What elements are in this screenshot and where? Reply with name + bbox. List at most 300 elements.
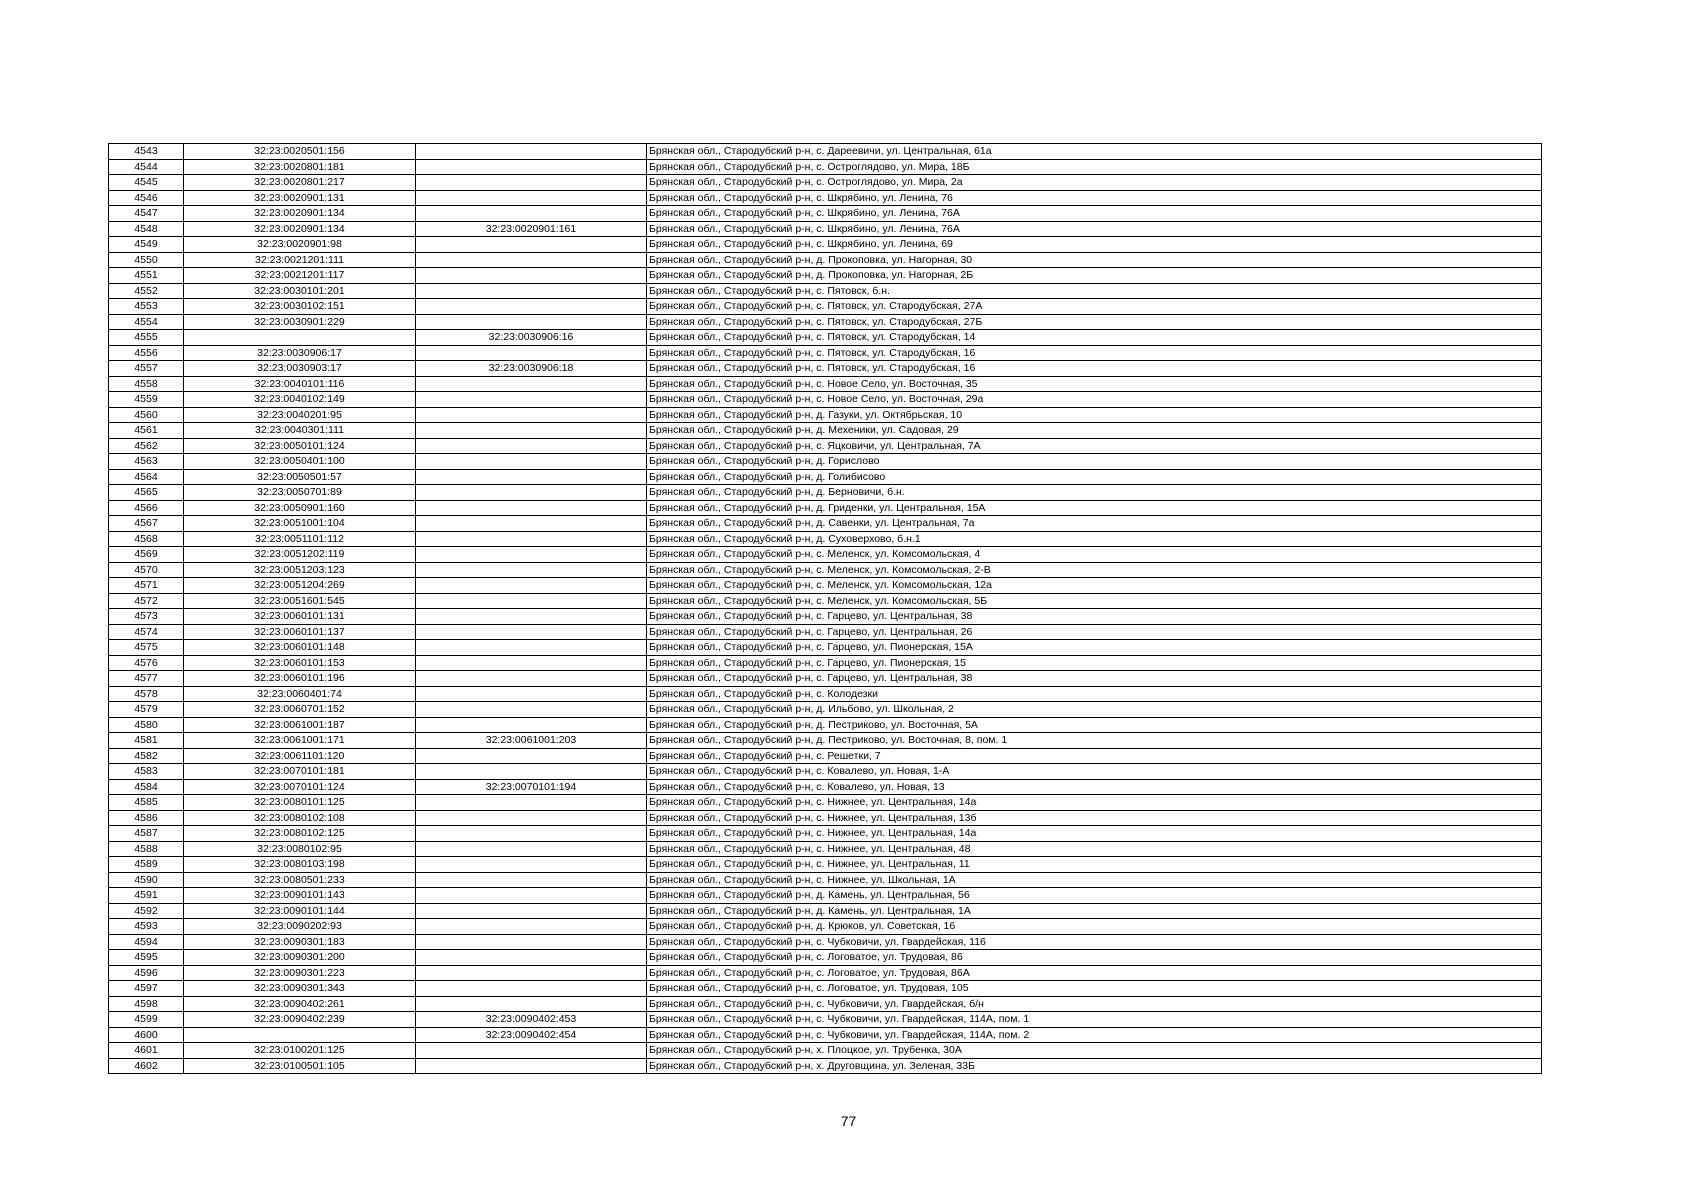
- address-cell: Брянская обл., Стародубский р-н, д. Гриденки, ул. Центральная, 15А: [647, 500, 1542, 516]
- address-cell: Брянская обл., Стародубский р-н, д. Прокоповка, ул. Нагорная, 30: [647, 252, 1542, 268]
- table-row: [109, 159, 1542, 175]
- related-number-cell: [416, 655, 647, 671]
- cadastral-number-cell: 32:23:0080101:125: [184, 795, 416, 811]
- address-cell: Брянская обл., Стародубский р-н, с. Колодезки: [647, 686, 1542, 702]
- address-cell: Брянская обл., Стародубский р-н, д. Пестриково, ул. Восточная, 5А: [647, 717, 1542, 733]
- cadastral-number-cell: 32:23:0070101:124: [184, 779, 416, 795]
- row-number-cell: 4558: [109, 376, 184, 392]
- table-row: [109, 345, 1542, 361]
- row-number-cell: 4554: [109, 314, 184, 330]
- related-number-cell: [416, 1043, 647, 1059]
- row-number-cell: 4600: [109, 1027, 184, 1043]
- table-row: [109, 609, 1542, 625]
- cadastral-number-cell: 32:23:0100201:125: [184, 1043, 416, 1059]
- related-number-cell: 32:23:0090402:454: [416, 1027, 647, 1043]
- related-number-cell: [416, 283, 647, 299]
- table-row: [109, 996, 1542, 1012]
- cadastral-number-cell: 32:23:0090301:183: [184, 934, 416, 950]
- related-number-cell: [416, 485, 647, 501]
- table-row: [109, 919, 1542, 935]
- table-row: [109, 423, 1542, 439]
- cadastral-number-cell: 32:23:0040301:111: [184, 423, 416, 439]
- related-number-cell: 32:23:0090402:453: [416, 1012, 647, 1028]
- row-number-cell: 4563: [109, 454, 184, 470]
- address-cell: Брянская обл., Стародубский р-н, с. Нижнее, ул. Центральная, 48: [647, 841, 1542, 857]
- cadastral-number-cell: 32:23:0020801:217: [184, 175, 416, 191]
- row-number-cell: 4593: [109, 919, 184, 935]
- row-number-cell: 4569: [109, 547, 184, 563]
- cadastral-number-cell: 32:23:0100501:105: [184, 1058, 416, 1074]
- table-row: [109, 283, 1542, 299]
- related-number-cell: [416, 841, 647, 857]
- cadastral-number-cell: 32:23:0080102:95: [184, 841, 416, 857]
- row-number-cell: 4566: [109, 500, 184, 516]
- row-number-cell: 4594: [109, 934, 184, 950]
- cadastral-number-cell: 32:23:0020901:134: [184, 206, 416, 222]
- table-row: [109, 299, 1542, 315]
- cadastral-number-cell: 32:23:0051203:123: [184, 562, 416, 578]
- related-number-cell: [416, 376, 647, 392]
- cadastral-number-cell: 32:23:0051601:545: [184, 593, 416, 609]
- row-number-cell: 4553: [109, 299, 184, 315]
- related-number-cell: [416, 872, 647, 888]
- cadastral-number-cell: 32:23:0020901:134: [184, 221, 416, 237]
- address-cell: Брянская обл., Стародубский р-н, с. Шкрябино, ул. Ленина, 76А: [647, 206, 1542, 222]
- table-row: [109, 190, 1542, 206]
- row-number-cell: 4573: [109, 609, 184, 625]
- cadastral-number-cell: 32:23:0030903:17: [184, 361, 416, 377]
- related-number-cell: [416, 314, 647, 330]
- related-number-cell: [416, 438, 647, 454]
- table-row: [109, 872, 1542, 888]
- address-cell: Брянская обл., Стародубский р-н, с. Ковалево, ул. Новая, 1-А: [647, 764, 1542, 780]
- row-number-cell: 4601: [109, 1043, 184, 1059]
- related-number-cell: [416, 717, 647, 733]
- table-row: [109, 810, 1542, 826]
- related-number-cell: [416, 299, 647, 315]
- address-cell: Брянская обл., Стародубский р-н, д. Берновичи, б.н.: [647, 485, 1542, 501]
- cadastral-number-cell: 32:23:0020901:131: [184, 190, 416, 206]
- row-number-cell: 4595: [109, 950, 184, 966]
- cadastral-number-cell: 32:23:0080501:233: [184, 872, 416, 888]
- table-row: [109, 516, 1542, 532]
- cadastral-number-cell: 32:23:0030102:151: [184, 299, 416, 315]
- related-number-cell: [416, 500, 647, 516]
- row-number-cell: 4565: [109, 485, 184, 501]
- related-number-cell: [416, 981, 647, 997]
- address-cell: Брянская обл., Стародубский р-н, с. Гарцево, ул. Пионерская, 15А: [647, 640, 1542, 656]
- address-cell: Брянская обл., Стародубский р-н, с. Меленск, ул. Комсомольская, 2-В: [647, 562, 1542, 578]
- cadastral-number-cell: 32:23:0030906:17: [184, 345, 416, 361]
- cadastral-number-cell: 32:23:0090301:343: [184, 981, 416, 997]
- related-number-cell: [416, 919, 647, 935]
- row-number-cell: 4556: [109, 345, 184, 361]
- cadastral-number-cell: 32:23:0021201:117: [184, 268, 416, 284]
- table-row: [109, 252, 1542, 268]
- cadastral-number-cell: 32:23:0061101:120: [184, 748, 416, 764]
- address-cell: Брянская обл., Стародубский р-н, д. Пестриково, ул. Восточная, 8, пом. 1: [647, 733, 1542, 749]
- related-number-cell: 32:23:0030906:16: [416, 330, 647, 346]
- row-number-cell: 4581: [109, 733, 184, 749]
- cadastral-number-cell: 32:23:0090202:93: [184, 919, 416, 935]
- related-number-cell: [416, 795, 647, 811]
- table-row: [109, 1058, 1542, 1074]
- row-number-cell: 4546: [109, 190, 184, 206]
- cadastral-number-cell: 32:23:0030901:229: [184, 314, 416, 330]
- table-row: [109, 330, 1542, 346]
- address-cell: Брянская обл., Стародубский р-н, с. Шкрябино, ул. Ленина, 76А: [647, 221, 1542, 237]
- row-number-cell: 4574: [109, 624, 184, 640]
- related-number-cell: 32:23:0030906:18: [416, 361, 647, 377]
- address-cell: Брянская обл., Стародубский р-н, с. Гарцево, ул. Центральная, 26: [647, 624, 1542, 640]
- address-cell: Брянская обл., Стародубский р-н, с. Пятовск, ул. Стародубская, 27А: [647, 299, 1542, 315]
- related-number-cell: [416, 392, 647, 408]
- row-number-cell: 4559: [109, 392, 184, 408]
- related-number-cell: [416, 175, 647, 191]
- related-number-cell: [416, 640, 647, 656]
- address-cell: Брянская обл., Стародубский р-н, с. Пятовск, ул. Стародубская, 27Б: [647, 314, 1542, 330]
- cadastral-number-cell: 32:23:0080103:198: [184, 857, 416, 873]
- related-number-cell: [416, 237, 647, 253]
- cadastral-number-cell: 32:23:0051001:104: [184, 516, 416, 532]
- row-number-cell: 4575: [109, 640, 184, 656]
- cadastral-number-cell: 32:23:0020901:98: [184, 237, 416, 253]
- cadastral-number-cell: 32:23:0080102:108: [184, 810, 416, 826]
- address-cell: Брянская обл., Стародубский р-н, х. Друговщина, ул. Зеленая, 33Б: [647, 1058, 1542, 1074]
- address-cell: Брянская обл., Стародубский р-н, д. Горислово: [647, 454, 1542, 470]
- row-number-cell: 4597: [109, 981, 184, 997]
- cadastral-number-cell: 32:23:0060101:148: [184, 640, 416, 656]
- address-cell: Брянская обл., Стародубский р-н, с. Гарцево, ул. Центральная, 38: [647, 609, 1542, 625]
- cadastral-number-cell: 32:23:0020501:156: [184, 144, 416, 160]
- related-number-cell: [416, 965, 647, 981]
- cadastral-number-cell: 32:23:0060101:196: [184, 671, 416, 687]
- row-number-cell: 4598: [109, 996, 184, 1012]
- cadastral-number-cell: 32:23:0040101:116: [184, 376, 416, 392]
- table-row: [109, 826, 1542, 842]
- cadastral-number-cell: 32:23:0061001:171: [184, 733, 416, 749]
- cadastral-number-cell: 32:23:0090301:200: [184, 950, 416, 966]
- address-cell: Брянская обл., Стародубский р-н, с. Логоватое, ул. Трудовая, 86: [647, 950, 1542, 966]
- related-number-cell: [416, 252, 647, 268]
- cadastral-number-cell: 32:23:0090101:143: [184, 888, 416, 904]
- table-row: [109, 562, 1542, 578]
- address-cell: Брянская обл., Стародубский р-н, д. Прокоповка, ул. Нагорная, 2Б: [647, 268, 1542, 284]
- related-number-cell: [416, 810, 647, 826]
- row-number-cell: 4567: [109, 516, 184, 532]
- row-number-cell: 4582: [109, 748, 184, 764]
- row-number-cell: 4577: [109, 671, 184, 687]
- address-cell: Брянская обл., Стародубский р-н, с. Новое Село, ул. Восточная, 29а: [647, 392, 1542, 408]
- table-row: [109, 686, 1542, 702]
- row-number-cell: 4562: [109, 438, 184, 454]
- row-number-cell: 4579: [109, 702, 184, 718]
- row-number-cell: 4588: [109, 841, 184, 857]
- row-number-cell: 4599: [109, 1012, 184, 1028]
- row-number-cell: 4587: [109, 826, 184, 842]
- table-row: [109, 888, 1542, 904]
- table-row: [109, 795, 1542, 811]
- cadastral-number-cell: 32:23:0090402:261: [184, 996, 416, 1012]
- related-number-cell: [416, 686, 647, 702]
- table-row: [109, 748, 1542, 764]
- related-number-cell: [416, 624, 647, 640]
- cadastral-number-cell: 32:23:0030101:201: [184, 283, 416, 299]
- row-number-cell: 4544: [109, 159, 184, 175]
- address-cell: Брянская обл., Стародубский р-н, с. Чубковичи, ул. Гвардейская, 114А, пом. 2: [647, 1027, 1542, 1043]
- table-row: [109, 237, 1542, 253]
- table-row: [109, 547, 1542, 563]
- cadastral-number-cell: 32:23:0070101:181: [184, 764, 416, 780]
- address-cell: Брянская обл., Стародубский р-н, с. Чубковичи, ул. Гвардейская, 114А, пом. 1: [647, 1012, 1542, 1028]
- address-cell: Брянская обл., Стародубский р-н, с. Новое Село, ул. Восточная, 35: [647, 376, 1542, 392]
- row-number-cell: 4555: [109, 330, 184, 346]
- table-row: [109, 702, 1542, 718]
- table-row: [109, 500, 1542, 516]
- page-number: 77: [840, 1113, 857, 1129]
- table-row: [109, 624, 1542, 640]
- table-row: [109, 655, 1542, 671]
- address-cell: Брянская обл., Стародубский р-н, с. Остроглядово, ул. Мира, 18Б: [647, 159, 1542, 175]
- related-number-cell: [416, 407, 647, 423]
- table-row: [109, 934, 1542, 950]
- table-row: [109, 407, 1542, 423]
- address-cell: Брянская обл., Стародубский р-н, д. Мехеники, ул. Садовая, 29: [647, 423, 1542, 439]
- table-row: [109, 733, 1542, 749]
- row-number-cell: 4548: [109, 221, 184, 237]
- address-cell: Брянская обл., Стародубский р-н, с. Меленск, ул. Комсомольская, 5Б: [647, 593, 1542, 609]
- row-number-cell: 4561: [109, 423, 184, 439]
- related-number-cell: [416, 996, 647, 1012]
- row-number-cell: 4572: [109, 593, 184, 609]
- related-number-cell: [416, 934, 647, 950]
- table-row: [109, 1027, 1542, 1043]
- cadastral-number-cell: 32:23:0040201:95: [184, 407, 416, 423]
- table-row: [109, 717, 1542, 733]
- row-number-cell: 4551: [109, 268, 184, 284]
- cadastral-number-cell: 32:23:0050701:89: [184, 485, 416, 501]
- row-number-cell: 4552: [109, 283, 184, 299]
- address-cell: Брянская обл., Стародубский р-н, с. Чубковичи, ул. Гвардейская, б/н: [647, 996, 1542, 1012]
- address-cell: Брянская обл., Стародубский р-н, д. Камень, ул. Центральная, 1А: [647, 903, 1542, 919]
- row-number-cell: 4560: [109, 407, 184, 423]
- related-number-cell: [416, 268, 647, 284]
- table-row: [109, 221, 1542, 237]
- row-number-cell: 4590: [109, 872, 184, 888]
- cadastral-number-cell: 32:23:0060401:74: [184, 686, 416, 702]
- address-cell: Брянская обл., Стародубский р-н, с. Пятовск, ул. Стародубская, 16: [647, 361, 1542, 377]
- row-number-cell: 4564: [109, 469, 184, 485]
- address-cell: Брянская обл., Стародубский р-н, с. Нижнее, ул. Центральная, 14а: [647, 795, 1542, 811]
- row-number-cell: 4543: [109, 144, 184, 160]
- address-cell: Брянская обл., Стародубский р-н, с. Нижнее, ул. Центральная, 11: [647, 857, 1542, 873]
- row-number-cell: 4602: [109, 1058, 184, 1074]
- table-row: [109, 950, 1542, 966]
- table-row: [109, 454, 1542, 470]
- address-cell: Брянская обл., Стародубский р-н, с. Нижнее, ул. Центральная, 13б: [647, 810, 1542, 826]
- address-cell: Брянская обл., Стародубский р-н, с. Гарцево, ул. Пионерская, 15: [647, 655, 1542, 671]
- cadastral-number-cell: 32:23:0051202:119: [184, 547, 416, 563]
- related-number-cell: [416, 609, 647, 625]
- row-number-cell: 4583: [109, 764, 184, 780]
- cadastral-number-cell: 32:23:0060701:152: [184, 702, 416, 718]
- related-number-cell: [416, 190, 647, 206]
- related-number-cell: 32:23:0061001:203: [416, 733, 647, 749]
- cadastral-number-cell: 32:23:0061001:187: [184, 717, 416, 733]
- address-cell: Брянская обл., Стародубский р-н, д. Крюков, ул. Советская, 16: [647, 919, 1542, 935]
- address-cell: Брянская обл., Стародубский р-н, д. Савенки, ул. Центральная, 7а: [647, 516, 1542, 532]
- table-row: [109, 485, 1542, 501]
- related-number-cell: [416, 857, 647, 873]
- address-cell: Брянская обл., Стародубский р-н, д. Суховерхово, б.н.1: [647, 531, 1542, 547]
- related-number-cell: [416, 159, 647, 175]
- cadastral-number-cell: 32:23:0040102:149: [184, 392, 416, 408]
- table-row: [109, 376, 1542, 392]
- related-number-cell: [416, 671, 647, 687]
- cadastral-number-cell: 32:23:0020801:181: [184, 159, 416, 175]
- table-body: [109, 144, 1542, 1074]
- cadastral-number-cell: 32:23:0090301:223: [184, 965, 416, 981]
- related-number-cell: [416, 702, 647, 718]
- table-row: [109, 903, 1542, 919]
- related-number-cell: [416, 423, 647, 439]
- related-number-cell: [416, 748, 647, 764]
- related-number-cell: [416, 531, 647, 547]
- cadastral-number-cell: 32:23:0050401:100: [184, 454, 416, 470]
- row-number-cell: 4580: [109, 717, 184, 733]
- related-number-cell: [416, 144, 647, 160]
- related-number-cell: [416, 593, 647, 609]
- table-row: [109, 531, 1542, 547]
- table-row: [109, 314, 1542, 330]
- row-number-cell: 4550: [109, 252, 184, 268]
- address-cell: Брянская обл., Стародубский р-н, с. Шкрябино, ул. Ленина, 76: [647, 190, 1542, 206]
- cadastral-number-cell: 32:23:0050901:160: [184, 500, 416, 516]
- address-cell: Брянская обл., Стародубский р-н, с. Яцковичи, ул. Центральная, 7А: [647, 438, 1542, 454]
- cadastral-number-cell: 32:23:0060101:131: [184, 609, 416, 625]
- address-cell: Брянская обл., Стародубский р-н, с. Логоватое, ул. Трудовая, 105: [647, 981, 1542, 997]
- cadastral-number-cell: 32:23:0060101:137: [184, 624, 416, 640]
- address-cell: Брянская обл., Стародубский р-н, с. Нижнее, ул. Центральная, 14а: [647, 826, 1542, 842]
- related-number-cell: [416, 562, 647, 578]
- row-number-cell: 4585: [109, 795, 184, 811]
- related-number-cell: 32:23:0070101:194: [416, 779, 647, 795]
- table-row: [109, 361, 1542, 377]
- address-cell: Брянская обл., Стародубский р-н, с. Пятовск, б.н.: [647, 283, 1542, 299]
- table-row: [109, 438, 1542, 454]
- table-row: [109, 671, 1542, 687]
- related-number-cell: [416, 578, 647, 594]
- cadastral-number-cell: 32:23:0090402:239: [184, 1012, 416, 1028]
- table-row: [109, 841, 1542, 857]
- table-row: [109, 175, 1542, 191]
- row-number-cell: 4545: [109, 175, 184, 191]
- cadastral-number-cell: [184, 1027, 416, 1043]
- table-row: [109, 981, 1542, 997]
- table-row: [109, 144, 1542, 160]
- address-cell: Брянская обл., Стародубский р-н, с. Шкрябино, ул. Ленина, 69: [647, 237, 1542, 253]
- row-number-cell: 4584: [109, 779, 184, 795]
- address-cell: Брянская обл., Стародубский р-н, с. Меленск, ул. Комсомольская, 4: [647, 547, 1542, 563]
- address-cell: Брянская обл., Стародубский р-н, с. Пятовск, ул. Стародубская, 16: [647, 345, 1542, 361]
- cadastral-number-cell: 32:23:0051101:112: [184, 531, 416, 547]
- row-number-cell: 4578: [109, 686, 184, 702]
- row-number-cell: 4570: [109, 562, 184, 578]
- address-cell: Брянская обл., Стародубский р-н, с. Меленск, ул. Комсомольская, 12а: [647, 578, 1542, 594]
- address-cell: Брянская обл., Стародубский р-н, с. Пятовск, ул. Стародубская, 14: [647, 330, 1542, 346]
- table-row: [109, 392, 1542, 408]
- cadastral-number-cell: 32:23:0050501:57: [184, 469, 416, 485]
- table-row: [109, 593, 1542, 609]
- related-number-cell: [416, 764, 647, 780]
- address-cell: Брянская обл., Стародубский р-н, с. Логоватое, ул. Трудовая, 86А: [647, 965, 1542, 981]
- related-number-cell: [416, 547, 647, 563]
- address-cell: Брянская обл., Стародубский р-н, д. Газуки, ул. Октябрьская, 10: [647, 407, 1542, 423]
- address-cell: Брянская обл., Стародубский р-н, с. Гарцево, ул. Центральная, 38: [647, 671, 1542, 687]
- cadastral-table: [108, 143, 1542, 1074]
- related-number-cell: [416, 454, 647, 470]
- cadastral-number-cell: 32:23:0021201:111: [184, 252, 416, 268]
- address-cell: Брянская обл., Стародубский р-н, х. Плоцкое, ул. Трубенка, 30А: [647, 1043, 1542, 1059]
- row-number-cell: 4596: [109, 965, 184, 981]
- table-row: [109, 640, 1542, 656]
- table-row: [109, 965, 1542, 981]
- row-number-cell: 4557: [109, 361, 184, 377]
- row-number-cell: 4576: [109, 655, 184, 671]
- related-number-cell: [416, 206, 647, 222]
- related-number-cell: [416, 1058, 647, 1074]
- table-row: [109, 1012, 1542, 1028]
- table-row: [109, 578, 1542, 594]
- table-row: [109, 268, 1542, 284]
- table-row: [109, 779, 1542, 795]
- table-row: [109, 206, 1542, 222]
- address-cell: Брянская обл., Стародубский р-н, д. Камень, ул. Центральная, 56: [647, 888, 1542, 904]
- address-cell: Брянская обл., Стародубский р-н, д. Ильбово, ул. Школьная, 2: [647, 702, 1542, 718]
- address-cell: Брянская обл., Стародубский р-н, с. Чубковичи, ул. Гвардейская, 116: [647, 934, 1542, 950]
- table-row: [109, 469, 1542, 485]
- address-cell: Брянская обл., Стародубский р-н, с. Остроглядово, ул. Мира, 2а: [647, 175, 1542, 191]
- related-number-cell: [416, 469, 647, 485]
- related-number-cell: [416, 903, 647, 919]
- row-number-cell: 4547: [109, 206, 184, 222]
- address-cell: Брянская обл., Стародубский р-н, с. Нижнее, ул. Школьная, 1А: [647, 872, 1542, 888]
- row-number-cell: 4586: [109, 810, 184, 826]
- cadastral-number-cell: [184, 330, 416, 346]
- related-number-cell: [416, 888, 647, 904]
- row-number-cell: 4568: [109, 531, 184, 547]
- cadastral-number-cell: 32:23:0090101:144: [184, 903, 416, 919]
- related-number-cell: [416, 826, 647, 842]
- table-row: [109, 857, 1542, 873]
- table-row: [109, 1043, 1542, 1059]
- row-number-cell: 4589: [109, 857, 184, 873]
- address-cell: Брянская обл., Стародубский р-н, с. Дареевичи, ул. Центральная, 61а: [647, 144, 1542, 160]
- row-number-cell: 4571: [109, 578, 184, 594]
- related-number-cell: [416, 345, 647, 361]
- related-number-cell: 32:23:0020901:161: [416, 221, 647, 237]
- cadastral-number-cell: 32:23:0060101:153: [184, 655, 416, 671]
- row-number-cell: 4592: [109, 903, 184, 919]
- row-number-cell: 4591: [109, 888, 184, 904]
- cadastral-number-cell: 32:23:0050101:124: [184, 438, 416, 454]
- address-cell: Брянская обл., Стародубский р-н, с. Ковалево, ул. Новая, 13: [647, 779, 1542, 795]
- table-row: [109, 764, 1542, 780]
- cadastral-number-cell: 32:23:0051204:269: [184, 578, 416, 594]
- cadastral-number-cell: 32:23:0080102:125: [184, 826, 416, 842]
- row-number-cell: 4549: [109, 237, 184, 253]
- address-cell: Брянская обл., Стародубский р-н, д. Голибисово: [647, 469, 1542, 485]
